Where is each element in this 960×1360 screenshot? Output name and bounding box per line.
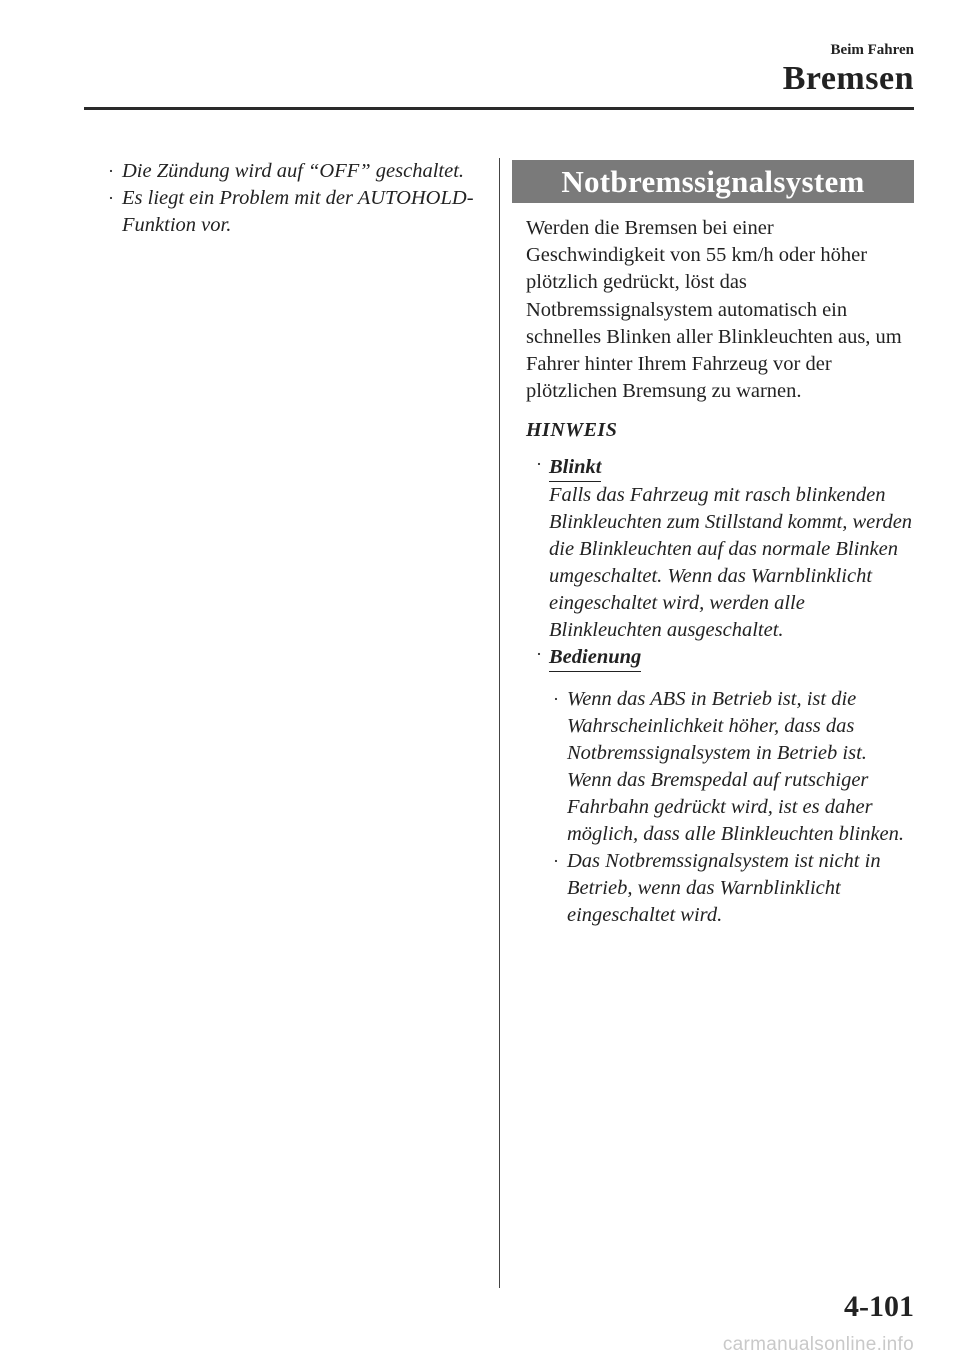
note-label: HINWEIS [526, 419, 618, 442]
sub-bullet-item [553, 686, 914, 848]
note-item-bedienung [536, 644, 914, 929]
bullet-icon: · [108, 188, 114, 208]
intro-paragraph: Werden die Bremsen bei einer Geschwindigkeit von 55 km/h oder höher plötzlich gedrückt, löst das Notbremssignalsystem automatisch ein schnelles Blinken aller Blinkleuchten aus, um Fahrer hinter Ihrem Fahrzeug vor der plötzlichen Bremsung zu warnen. [526, 217, 902, 403]
left-bullet-item [108, 158, 478, 185]
header-rule [84, 107, 914, 110]
bullet-icon: · [536, 644, 542, 665]
bullet-icon: · [108, 161, 114, 181]
left-bullet-text: Es liegt ein Problem mit der AUTOHOLD-Funktion vor. [122, 187, 474, 236]
left-bullet-text: Die Zündung wird auf “OFF” geschaltet. [122, 160, 465, 182]
page-title: Bremsen [782, 60, 914, 97]
page-number: 4-101 [844, 1290, 914, 1323]
watermark: carmanualsonline.info [722, 1334, 914, 1355]
note-item-blinkt [536, 454, 914, 644]
sub-list [553, 686, 914, 929]
left-column [108, 158, 478, 239]
header-section-label: Beim Fahren [830, 42, 914, 58]
sub-bullet-item [553, 848, 914, 929]
note-list [536, 454, 914, 929]
bullet-icon: · [553, 851, 559, 872]
section-title-banner: Notbremssignalsystem [512, 160, 914, 203]
note-heading-bedienung: Bedienung [549, 644, 641, 672]
sub-bullet-text: Wenn das ABS in Betrieb ist, ist die Wahrscheinlichkeit höher, dass das Notbremssignalsystem in Betrieb ist. Wenn das Bremspedal auf rutschiger Fahrbahn gedrückt wird, ist es daher möglich, dass alle Blinkleuchten blinken. [567, 688, 905, 846]
right-column [512, 160, 914, 929]
bullet-icon: · [553, 689, 559, 710]
note-text-blinkt: Falls das Fahrzeug mit rasch blinkenden Blinkleuchten zum Stillstand kommt, werden die Blinkleuchten auf das normale Blinken umgeschaltet. Wenn das Warnblinklicht eingeschaltet wird, werden alle Blinkleuchten ausgeschaltet. [549, 484, 913, 642]
left-bullet-item [108, 185, 478, 239]
bullet-icon: · [536, 454, 542, 475]
sub-bullet-text: Das Notbremssignalsystem ist nicht in Betrieb, wenn das Warnblinklicht eingeschaltet wird. [567, 850, 881, 927]
note-heading-blinkt: Blinkt [549, 454, 601, 482]
column-divider [499, 158, 500, 1288]
